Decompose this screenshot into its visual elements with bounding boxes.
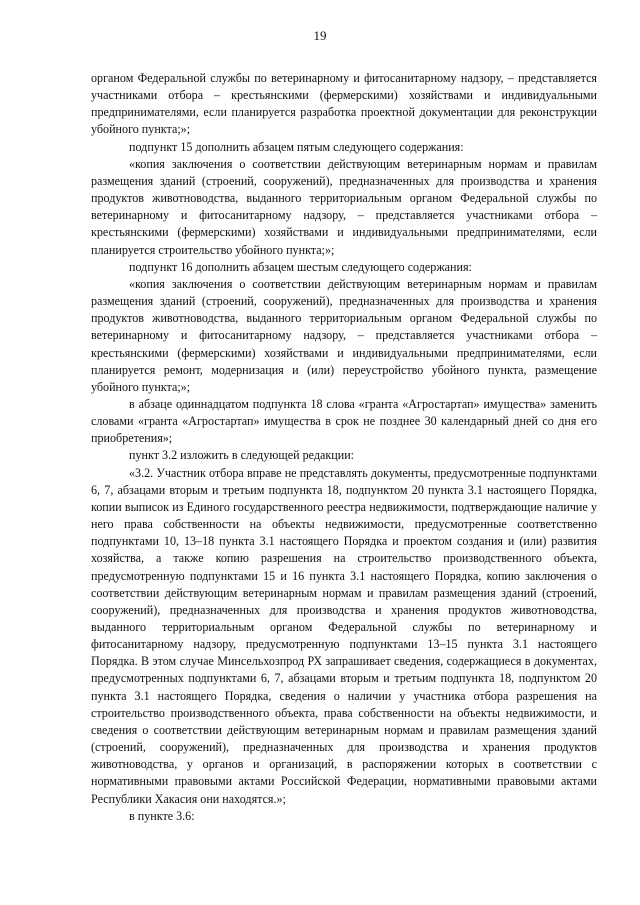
paragraph: «копия заключения о соответствии действующим ветеринарным нормам и правилам размещения зданий (строений, сооружений), предназначенных для производства и хранения продуктов животноводства, выданного территориальным органом Федеральной службы по ветеринарному и фитосанитарному надзору, – представляется участниками отбора – крестьянскими (фермерскими) хозяйствами и индивидуальными предпринимателями, если планируется строительство убойного пункта;»; bbox=[91, 156, 597, 257]
paragraph: в пункте 3.6: bbox=[129, 808, 195, 823]
paragraph: пункт 3.2 изложить в следующей редакции: bbox=[129, 448, 355, 463]
paragraph: в абзаце одиннадцатом подпункта 18 слова «гранта «Агростартап» имущества» заменить словами «гранта «Агростартап» имущества в срок не позднее 30 календарный дней со дня его приобретения»; bbox=[91, 396, 597, 446]
paragraph: «копия заключения о соответствии действующим ветеринарным нормам и правилам размещения зданий (строений, сооружений), предназначенных для производства и хранения продуктов животноводства, выданного территориальным органом Федеральной службы по ветеринарному и фитосанитарному надзору, – представляется участниками отбора – крестьянскими (фермерскими) хозяйствами и индивидуальными предпринимателями, если планируется ремонт, модернизация и (или) переустройство убойного пункта, размещение убойного пункта;»; bbox=[91, 276, 597, 394]
paragraph: «3.2. Участник отбора вправе не представлять документы, предусмотренные подпунктами 6, 7, абзацами вторым и третьим подпункта 18, подпунктом 20 пункта 3.1 настоящего Порядка, копии выписок из Единого государственного реестра недвижимости, подтверждающие наличие у него права собственности на объекты недвижимости, предусмотренные соответственно подпунктами 10, 13–18 пункта 3.1 настоящего Порядка и проектом создания и (или) развития хозяйства, а также копию разрешения на строительство производственного объекта, предусмотренную подпунктами 15 и 16 пункта 3.1 настоящего Порядка, копию заключения о соответствии действующим ветеринарным нормам и правилам размещения зданий (строений, сооружений), предназначенных для производства и хранения продуктов животноводства, выданного территориальным органом Федеральной службы по ветеринарному и фитосанитарному надзору, предусмотренную подпунктами 13–15 пункта 3.1 настоящего Порядка. В этом случае Минсельхозпрод РХ запрашивает сведения, содержащиеся в документах, предусмотренных подпунктами 6, 7, абзацами вторым и третьим подпункта 18, подпунктом 20 пункта 3.1 настоящего Порядка, сведения о наличии у участника отбора разрешения на строительство производственного объекта, права собственности на объекты недвижимости, и сведения о соответствии действующим ветеринарным нормам и правилам размещения зданий (строений, сооружений), предназначенных для производства и хранения продуктов животноводства, у органов и организаций, в распоряжении которых в соответствии с нормативными правовыми актами Российской Федерации, нормативными правовыми актами Республики Хакасия они находятся.»; bbox=[91, 465, 597, 806]
paragraph: органом Федеральной службы по ветеринарному и фитосанитарному надзору, – представляется участниками отбора – крестьянскими (фермерскими) хозяйствами и индивидуальными предпринимателями, если планируется разработка проектной документации для реконструкции убойного пункта;»; bbox=[91, 71, 597, 137]
document-body bbox=[91, 70, 597, 825]
paragraph: подпункт 15 дополнить абзацем пятым следующего содержания: bbox=[129, 139, 464, 154]
page-number: 19 bbox=[313, 28, 327, 43]
paragraph: подпункт 16 дополнить абзацем шестым следующего содержания: bbox=[129, 259, 472, 274]
